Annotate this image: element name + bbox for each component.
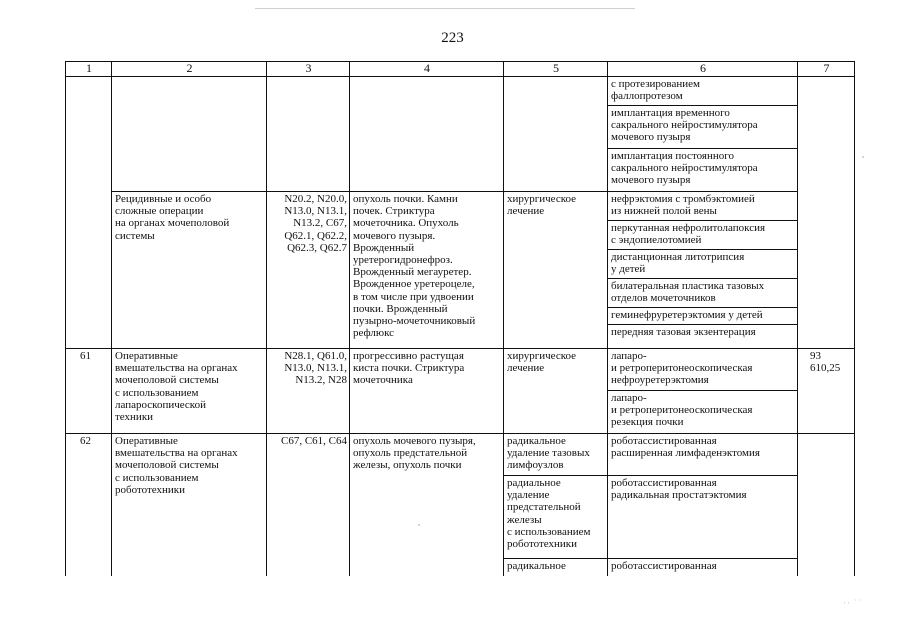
grid-line xyxy=(607,249,798,250)
method-cell: дистанционная литотрипсия у детей xyxy=(611,251,745,276)
method-cell: геминефруретерэктомия у детей xyxy=(611,309,763,321)
scan-speck xyxy=(862,156,864,158)
header-col-7: 7 xyxy=(823,62,830,75)
grid-line xyxy=(797,62,798,576)
grid-line xyxy=(607,105,798,106)
grid-line xyxy=(607,148,798,149)
grid-line xyxy=(503,475,798,476)
row-number: 62 xyxy=(80,435,91,447)
grid-line xyxy=(607,324,798,325)
scan-corner-mark: ·· ˙˙ xyxy=(843,598,863,608)
treatment-type: радикальное удаление тазовых лимфоузлов xyxy=(507,435,590,472)
procedure-group-name: Оперативные вмешательства на органах мочеполовой системы с использованием робототехники xyxy=(115,435,238,496)
method-cell: лапаро- и ретроперитонеоскопическая резекция почки xyxy=(611,392,753,429)
method-cell: лапаро- и ретроперитонеоскопическая нефроуретерэктомия xyxy=(611,350,753,387)
patient-model: прогрессивно растущая киста почки. Стриктура мочеточника xyxy=(353,350,465,387)
method-cell: имплантация временного сакрального нейростимулятора мочевого пузыря xyxy=(611,107,758,144)
method-cell: перкутанная нефролитолапоксия с эндопиелотомией xyxy=(611,222,766,247)
grid-line xyxy=(503,558,798,559)
grid-line xyxy=(349,62,350,576)
icd-codes: N20.2, N20.0, N13.0, N13.1, N13.2, C67, Q62.1, Q62.2, Q62.3, Q62.7 xyxy=(284,193,347,254)
treatment-type: радиальное удаление предстательной железы с использованием робототехники xyxy=(507,477,591,551)
method-cell: имплантация постоянного сакрального нейростимулятора мочевого пузыря xyxy=(611,150,758,187)
icd-codes: N28.1, Q61.0, N13.0, N13.1, N13.2, N28 xyxy=(284,350,347,387)
method-cell: роботассистированная расширенная лимфаденэктомия xyxy=(611,435,760,460)
row-number: 61 xyxy=(80,350,91,362)
grid-line xyxy=(66,433,854,434)
treatment-type: радикальное xyxy=(507,560,566,572)
header-col-5: 5 xyxy=(553,62,559,75)
method-cell: передняя тазовая экзентерация xyxy=(611,326,756,338)
header-col-2: 2 xyxy=(186,62,193,75)
grid-line xyxy=(66,348,854,349)
patient-model: опухоль почки. Камни почек. Стриктура мочеточника. Опухоль мочевого пузыря. Врожденный уретерогидронефроз. Врожденный мегауретер. Врожденное уретероцеле, в том числе при удвоении почки. Врожденный пузырно-мочеточниковый рефлюкс xyxy=(353,193,476,340)
grid-line xyxy=(111,191,798,192)
grid-line xyxy=(607,62,608,576)
method-cell: роботассистированная радикальная простатэктомия xyxy=(611,477,747,502)
grid-line xyxy=(503,62,504,576)
header-col-1: 1 xyxy=(86,62,92,75)
grid-line xyxy=(607,220,798,221)
procedure-group-name: Рецидивные и особо сложные операции на органах мочеполовой системы xyxy=(115,193,230,242)
grid-line xyxy=(607,390,798,391)
method-cell: билатеральная пластика тазовых отделов мочеточников xyxy=(611,280,765,305)
grid-line xyxy=(607,307,798,308)
scan-speck xyxy=(418,524,420,526)
grid-line xyxy=(66,76,854,77)
procedure-group-name: Оперативные вмешательства на органах мочеполовой системы с использованием лапароскопической техники xyxy=(115,350,238,424)
method-cell: роботассистированная xyxy=(611,560,717,572)
grid-line xyxy=(607,278,798,279)
patient-model: опухоль мочевого пузыря, опухоль предстательной железы, опухоль почки xyxy=(353,435,476,472)
header-col-6: 6 xyxy=(700,62,706,75)
method-cell: с протезированием фаллопротезом xyxy=(611,78,700,103)
icd-codes: C67, C61, C64 xyxy=(280,435,347,447)
header-col-3: 3 xyxy=(305,62,312,75)
treatment-type: хирургическое лечение xyxy=(507,193,577,218)
standard-cost: 93 610,25 xyxy=(810,350,841,375)
grid-line xyxy=(111,62,112,576)
treatment-type: хирургическое лечение xyxy=(507,350,577,375)
grid-line xyxy=(266,62,267,576)
header-col-4: 4 xyxy=(424,62,430,75)
page-number: 223 xyxy=(441,30,464,46)
medical-procedures-table xyxy=(65,61,855,576)
scan-edge-line xyxy=(255,8,635,9)
method-cell: нефрэктомия с тромбэктомией из нижней полой вены xyxy=(611,193,755,218)
